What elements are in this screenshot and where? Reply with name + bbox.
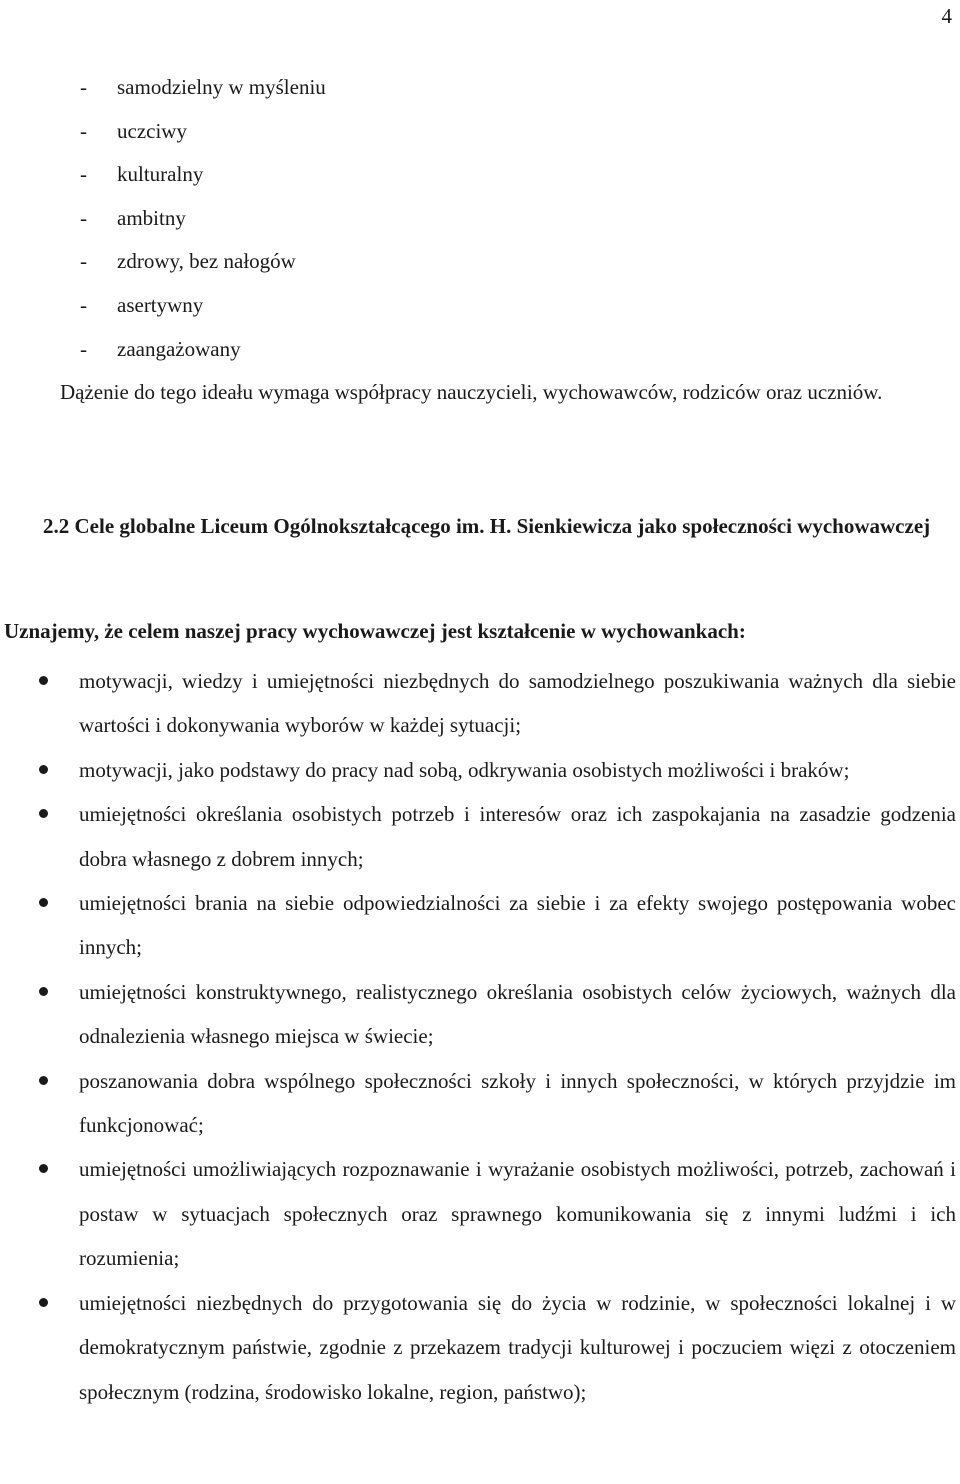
list-item	[80, 244, 326, 288]
list-item-text: umiejętności umożliwiających rozpoznawanie i wyrażanie osobistych możliwości, potrzeb, zachowań i postaw w sytuacjach społecznych oraz sprawnego komunikowania się z innymi ludźmi i ich rozumienia;	[79, 1157, 956, 1271]
list-item-text: motywacji, jako podstawy do pracy nad sobą, odkrywania osobistych możliwości i braków;	[79, 757, 850, 782]
list-item	[80, 70, 326, 114]
dash-marker: -	[80, 162, 87, 187]
list-item-text: umiejętności niezbędnych do przygotowania się do życia w rodzinie, w społeczności lokalnej i w demokratycznym państwie, zgodnie z przekazem tradycji kulturowej i poczuciem więzi z otoczeniem społecznym (rodzina, środowisko lokalne, region, państwo);	[79, 1290, 956, 1404]
list-item-text: umiejętności konstruktywnego, realistycznego określania osobistych celów życiowych, ważnych dla odnalezienia własnego miejsca w świecie;	[79, 979, 956, 1049]
list-item-text: samodzielny w myśleniu	[117, 75, 326, 99]
bullet-icon	[39, 987, 48, 996]
bullet-icon	[39, 809, 48, 818]
list-item-text: asertywny	[117, 292, 204, 317]
list-item-text: umiejętności określania osobistych potrzeb i interesów oraz ich zaspokajania na zasadzie godzenia dobra własnego z dobrem innych;	[79, 802, 956, 871]
qualities-list	[80, 70, 326, 375]
bullet-icon	[39, 1298, 48, 1307]
list-item	[0, 1059, 960, 1148]
list-item	[0, 792, 960, 881]
list-item	[80, 114, 326, 158]
ideal-paragraph: Dążenie do tego ideału wymaga współpracy nauczycieli, wychowawców, rodziców oraz uczniów.	[60, 380, 883, 404]
list-item	[80, 201, 326, 245]
list-item	[80, 288, 326, 332]
bullet-icon	[39, 1164, 48, 1173]
list-item-text: kulturalny	[117, 162, 204, 187]
goals-intro: Uznajemy, że celem naszej pracy wychowawczej jest kształcenie w wychowankach:	[4, 619, 746, 643]
list-item-text: umiejętności brania na siebie odpowiedzialności za siebie i za efekty swojego postępowania wobec innych;	[79, 891, 956, 960]
goals-list	[0, 659, 960, 1414]
dash-marker: -	[80, 336, 87, 361]
dash-marker: -	[80, 118, 87, 143]
list-item	[0, 970, 960, 1059]
bullet-icon	[39, 898, 48, 907]
dash-marker: -	[80, 75, 87, 99]
bullet-icon	[39, 1076, 48, 1085]
list-item-text: zdrowy, bez nałogów	[117, 249, 296, 274]
bullet-icon	[39, 676, 48, 685]
list-item-text: motywacji, wiedzy i umiejętności niezbędnych do samodzielnego poszukiwania ważnych dla siebie wartości i dokonywania wyborów w każdej sytuacji;	[79, 669, 956, 738]
dash-marker: -	[80, 249, 87, 274]
list-item	[80, 332, 326, 376]
list-item-text: uczciwy	[117, 118, 187, 143]
list-item-text: zaangażowany	[117, 336, 241, 361]
list-item	[0, 659, 960, 748]
list-item	[0, 1281, 960, 1414]
list-item	[0, 881, 960, 970]
bullet-icon	[39, 765, 48, 774]
page-number: 4	[941, 4, 952, 28]
section-heading: 2.2 Cele globalne Liceum Ogólnokształcącego im. H. Sienkiewicza jako społeczności wychowawczej	[43, 514, 931, 538]
list-item	[80, 157, 326, 201]
list-item	[0, 1147, 960, 1280]
dash-marker: -	[80, 205, 87, 230]
list-item	[0, 748, 960, 792]
dash-marker: -	[80, 292, 87, 317]
list-item-text: poszanowania dobra wspólnego społeczności szkoły i innych społeczności, w których przyjdzie im funkcjonować;	[79, 1068, 956, 1138]
list-item-text: ambitny	[117, 205, 186, 230]
